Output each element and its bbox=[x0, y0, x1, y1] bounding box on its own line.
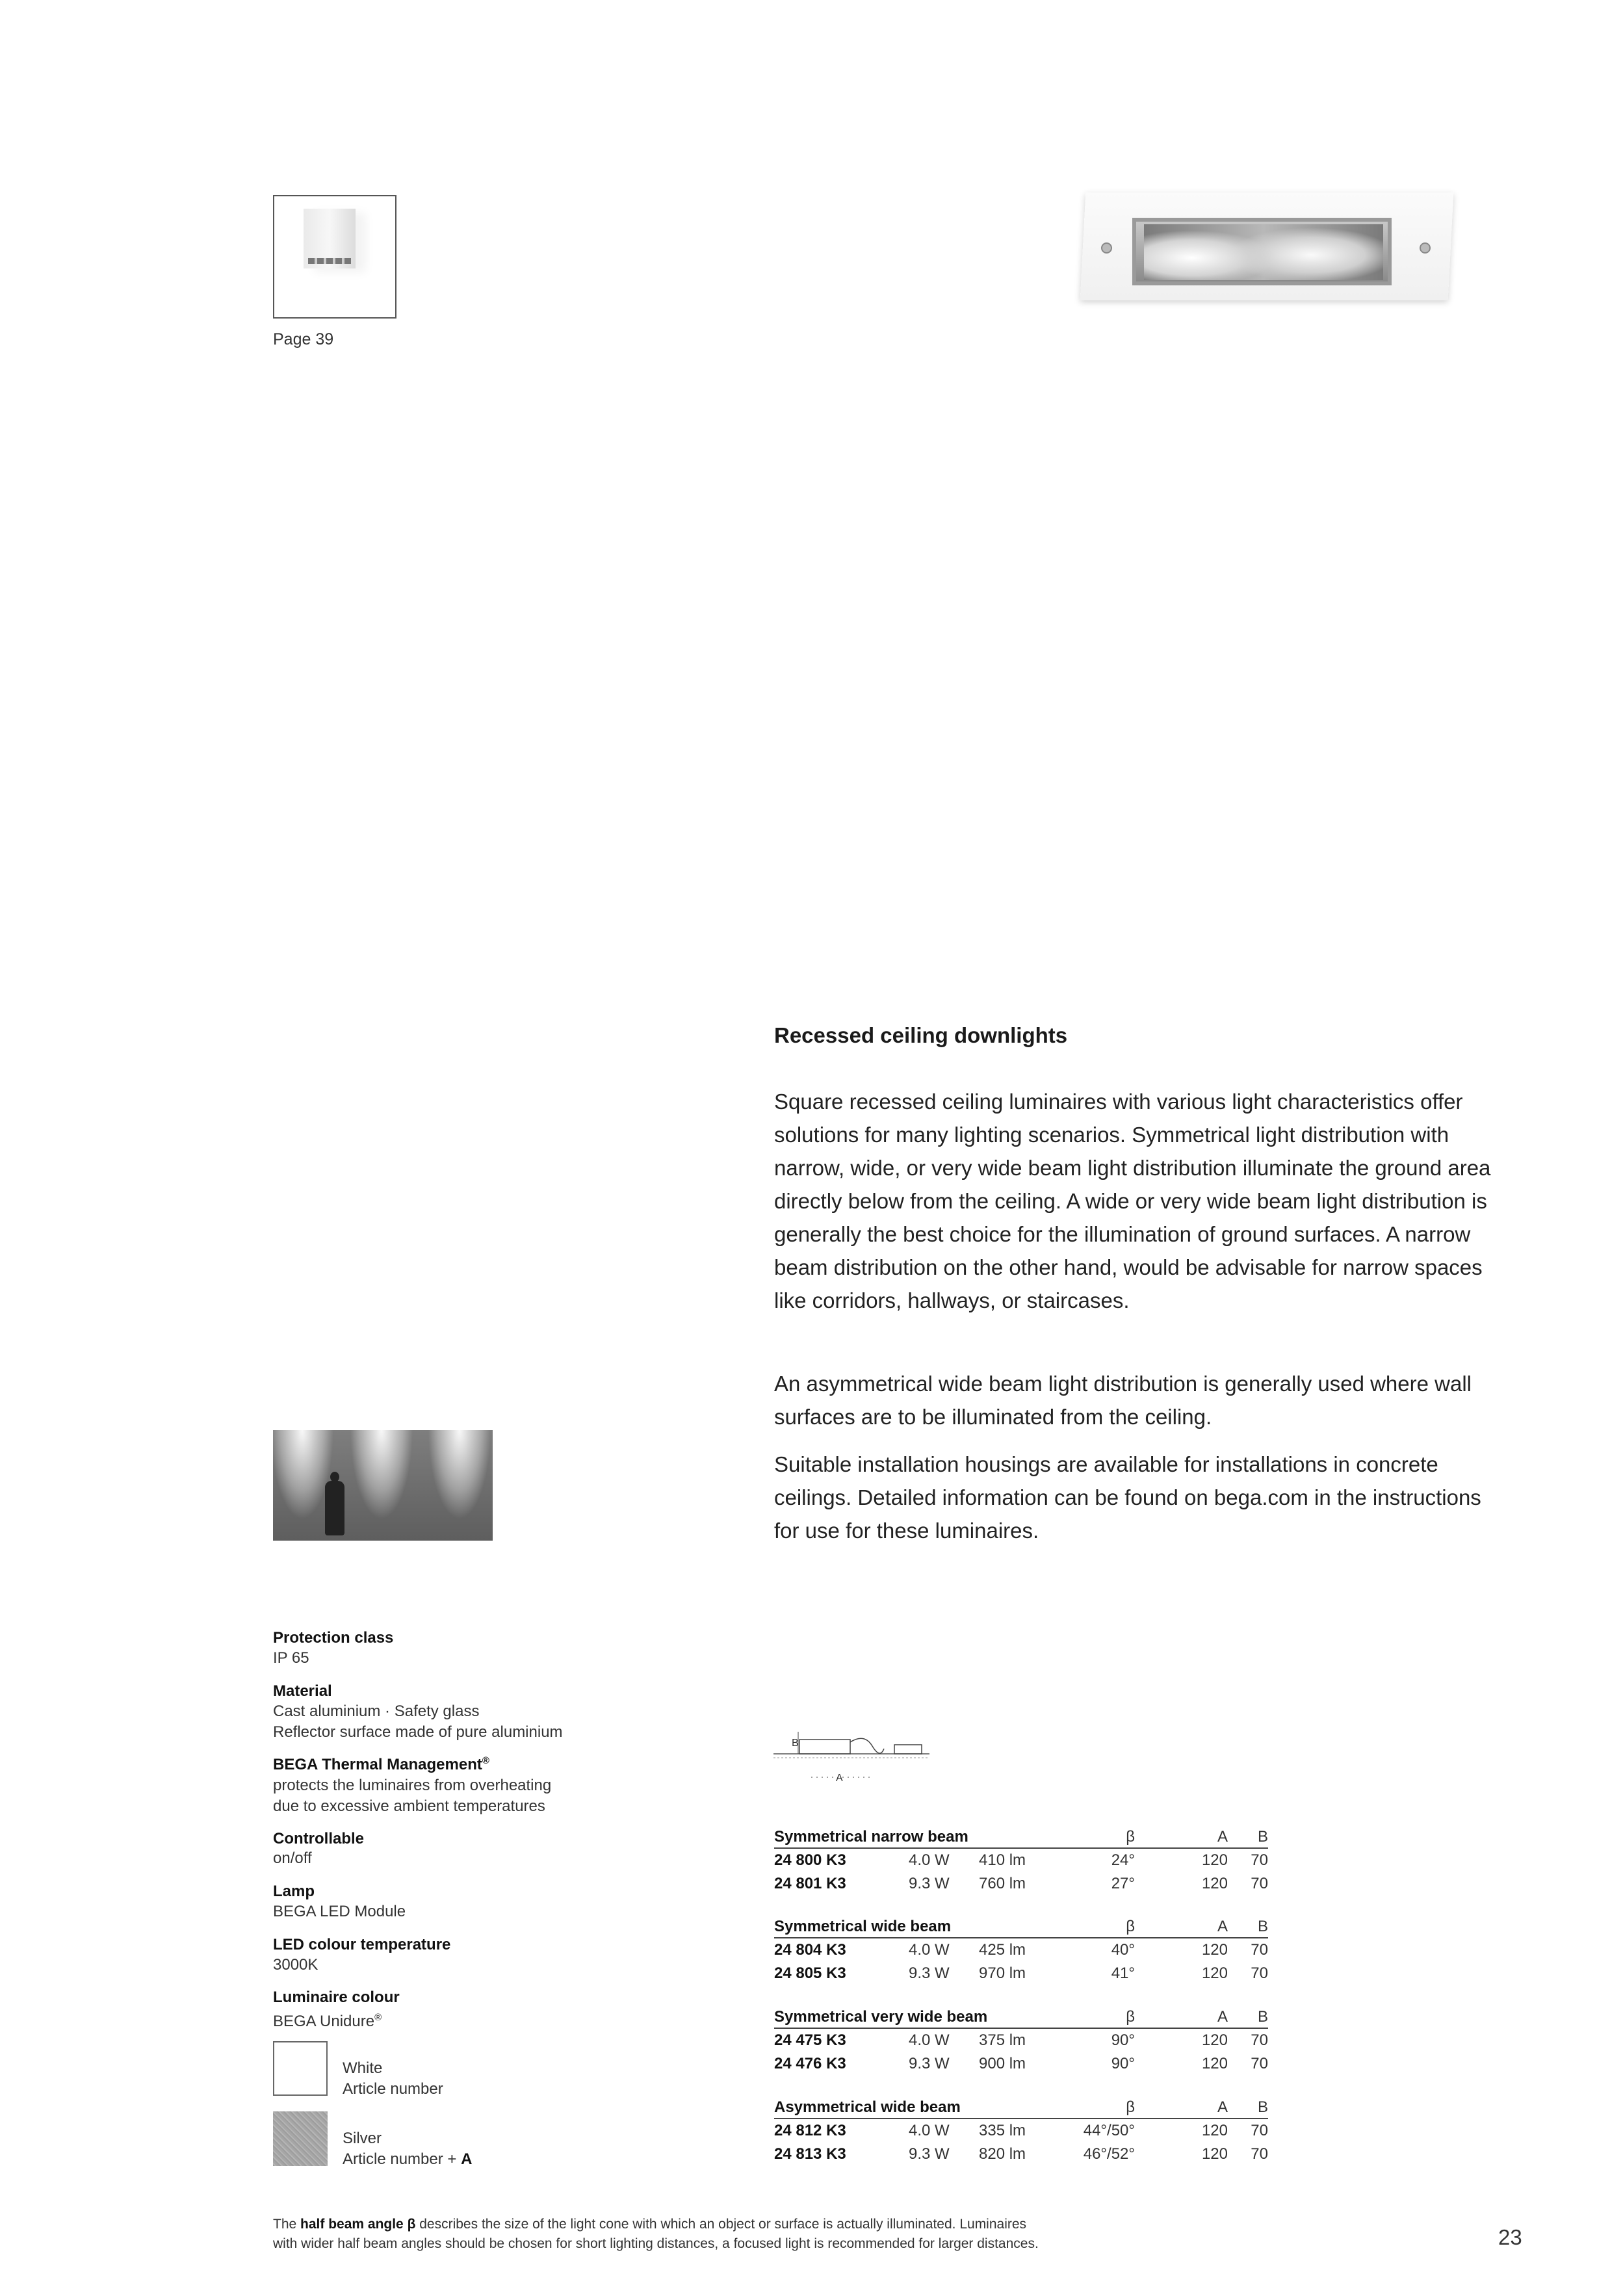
table-title: Symmetrical narrow beam bbox=[774, 1828, 968, 1846]
spec-material-label: Material bbox=[273, 1682, 332, 1700]
beam-angle: 24° bbox=[1111, 1851, 1135, 1869]
spec-thermal-line2: due to excessive ambient temperatures bbox=[273, 1797, 545, 1815]
thumbnail-light-slot bbox=[308, 258, 351, 264]
person-silhouette-body bbox=[325, 1481, 344, 1535]
dimension-a: 120 bbox=[1201, 2145, 1228, 2163]
table-row bbox=[774, 2119, 1268, 2143]
dimension-a: 120 bbox=[1201, 2031, 1228, 2049]
spec-material-line1: Cast aluminium · Safety glass bbox=[273, 1702, 480, 1720]
beam-angle: 44°/50° bbox=[1083, 2122, 1135, 2139]
footnote: The half beam angle β describes the size of the light cone with which an object or surface is actually illuminated. Luminaires with wider half beam angles should be chosen for short lighting distances, a focused light is recommended for larger distances. bbox=[273, 2217, 1039, 2251]
wattage: 4.0 W bbox=[909, 1851, 950, 1869]
dimension-b: 70 bbox=[1251, 1964, 1268, 1982]
lumen: 900 lm bbox=[979, 2055, 1026, 2072]
dimension-a: 120 bbox=[1201, 1875, 1228, 1892]
wattage: 4.0 W bbox=[909, 1941, 950, 1959]
colour-swatch-white[interactable] bbox=[273, 2041, 328, 2096]
article-number[interactable]: 24 475 K3 bbox=[774, 2031, 846, 2049]
lumen: 760 lm bbox=[979, 1875, 1026, 1892]
header-b: B bbox=[1257, 2098, 1268, 2116]
header-a: A bbox=[1217, 1918, 1228, 1935]
wattage: 9.3 W bbox=[909, 2145, 950, 2163]
wattage: 4.0 W bbox=[909, 2031, 950, 2049]
table-title: Symmetrical wide beam bbox=[774, 1918, 952, 1935]
table-row bbox=[774, 2029, 1268, 2052]
table-title: Symmetrical very wide beam bbox=[774, 2008, 988, 2026]
wattage: 4.0 W bbox=[909, 2122, 950, 2139]
intro-paragraph-3: Suitable installation housings are available for installations in concrete ceilings. Detailed information can be found on bega.com in the instructions for use for these luminaires. bbox=[774, 1452, 1481, 1543]
article-number[interactable]: 24 812 K3 bbox=[774, 2122, 846, 2139]
table-header bbox=[774, 2005, 1268, 2029]
section-heading: Recessed ceiling downlights bbox=[774, 1023, 1068, 1047]
dimension-a: 120 bbox=[1201, 2055, 1228, 2072]
dimension-b: 70 bbox=[1251, 2122, 1268, 2139]
colour-swatch-silver[interactable] bbox=[273, 2111, 328, 2166]
swatch-silver-name: Silver bbox=[343, 2130, 382, 2147]
header-a: A bbox=[1217, 1828, 1228, 1846]
dimension-b: 70 bbox=[1251, 1851, 1268, 1869]
dimension-a: 120 bbox=[1201, 1964, 1228, 1982]
intro-paragraph-2: An asymmetrical wide beam light distribution is generally used where wall surfaces are to be illuminated from the ceiling. bbox=[774, 1372, 1472, 1429]
article-table bbox=[774, 1915, 1268, 1985]
header-b: B bbox=[1257, 1918, 1268, 1935]
article-number[interactable]: 24 813 K3 bbox=[774, 2145, 846, 2163]
lumen: 335 lm bbox=[979, 2122, 1026, 2139]
table-row bbox=[774, 2052, 1268, 2076]
header-b: B bbox=[1257, 1828, 1268, 1846]
product-photo-reflector bbox=[1144, 224, 1383, 280]
dimension-diagram bbox=[773, 1720, 942, 1785]
beam-angle: 27° bbox=[1111, 1875, 1135, 1892]
lumen: 820 lm bbox=[979, 2145, 1026, 2163]
dimension-b: 70 bbox=[1251, 2055, 1268, 2072]
dimension-b: 70 bbox=[1251, 1941, 1268, 1959]
header-beta: β bbox=[1126, 2098, 1135, 2116]
dimension-a: 120 bbox=[1201, 2122, 1228, 2139]
spec-thermal-label: BEGA Thermal Management® bbox=[273, 1755, 489, 1773]
table-row bbox=[774, 2143, 1268, 2166]
swatch-white-note: Article number bbox=[343, 2080, 443, 2098]
beam-angle: 46°/52° bbox=[1083, 2145, 1135, 2163]
table-row bbox=[774, 1872, 1268, 1896]
header-a: A bbox=[1217, 2008, 1228, 2026]
intro-paragraph-1: Square recessed ceiling luminaires with various light characteristics offer solutions for many lighting scenarios. Symmetrical light distribution with narrow, wide, or very wide beam light distribution illuminate the ground area directly below from the ceiling. A wide or very wide beam light distribution is generally the best choice for the illumination of ground surfaces. A narrow beam distribution on the other hand, would be advisable for narrow spaces like corridors, hallways, or staircases. bbox=[774, 1089, 1491, 1312]
header-b: B bbox=[1257, 2008, 1268, 2026]
header-a: A bbox=[1217, 2098, 1228, 2116]
screw-icon bbox=[1420, 242, 1431, 254]
table-row bbox=[774, 1849, 1268, 1872]
article-number[interactable]: 24 804 K3 bbox=[774, 1941, 846, 1959]
lumen: 425 lm bbox=[979, 1941, 1026, 1959]
beam-angle: 90° bbox=[1111, 2055, 1135, 2072]
swatch-white-name: White bbox=[343, 2059, 383, 2077]
article-number[interactable]: 24 801 K3 bbox=[774, 1875, 846, 1892]
spec-controllable-value: on/off bbox=[273, 1849, 312, 1867]
spec-thermal-line1: protects the luminaires from overheating bbox=[273, 1777, 552, 1794]
dimension-b: 70 bbox=[1251, 1875, 1268, 1892]
wattage: 9.3 W bbox=[909, 1875, 950, 1892]
spec-lamp-value: BEGA LED Module bbox=[273, 1903, 406, 1920]
header-beta: β bbox=[1126, 1828, 1135, 1846]
wattage: 9.3 W bbox=[909, 1964, 950, 1982]
dimension-b: 70 bbox=[1251, 2145, 1268, 2163]
article-number[interactable]: 24 805 K3 bbox=[774, 1964, 846, 1982]
cable-outline bbox=[850, 1738, 884, 1753]
screw-icon bbox=[1101, 242, 1112, 254]
spec-controllable-label: Controllable bbox=[273, 1830, 365, 1847]
lumen: 970 lm bbox=[979, 1964, 1026, 1982]
spec-protection-class-label: Protection class bbox=[273, 1629, 394, 1647]
dimension-b-label: B bbox=[792, 1738, 799, 1749]
table-header bbox=[774, 2096, 1268, 2119]
spec-lamp-label: Lamp bbox=[273, 1883, 315, 1900]
beam-angle: 90° bbox=[1111, 2031, 1135, 2049]
header-beta: β bbox=[1126, 2008, 1135, 2026]
table-row bbox=[774, 1938, 1268, 1962]
light-cone bbox=[411, 1430, 493, 1541]
article-table bbox=[774, 1825, 1268, 1896]
swatch-silver-note: Article number + A bbox=[343, 2150, 473, 2168]
header-beta: β bbox=[1126, 1918, 1135, 1935]
beam-angle: 40° bbox=[1111, 1941, 1135, 1959]
page-number: 23 bbox=[1498, 2225, 1522, 2249]
spec-material-line2: Reflector surface made of pure aluminium bbox=[273, 1723, 563, 1741]
table-title: Asymmetrical wide beam bbox=[774, 2098, 961, 2116]
spec-led-colour-value: 3000K bbox=[273, 1956, 318, 1974]
driver-outline bbox=[894, 1745, 922, 1754]
spec-luminaire-colour-value: BEGA Unidure® bbox=[273, 2012, 382, 2030]
dimension-a: 120 bbox=[1201, 1941, 1228, 1959]
beam-angle: 41° bbox=[1111, 1964, 1135, 1982]
lumen: 375 lm bbox=[979, 2031, 1026, 2049]
article-table bbox=[774, 2096, 1268, 2166]
dimension-a: 120 bbox=[1201, 1851, 1228, 1869]
spec-led-colour-label: LED colour temperature bbox=[273, 1936, 451, 1953]
spec-luminaire-colour-label: Luminaire colour bbox=[273, 1989, 400, 2006]
article-table bbox=[774, 2005, 1268, 2076]
table-header bbox=[774, 1825, 1268, 1849]
dimension-b: 70 bbox=[1251, 2031, 1268, 2049]
spec-protection-class-value: IP 65 bbox=[273, 1649, 309, 1667]
article-number[interactable]: 24 800 K3 bbox=[774, 1851, 846, 1869]
table-row bbox=[774, 1962, 1268, 1985]
lumen: 410 lm bbox=[979, 1851, 1026, 1869]
table-header bbox=[774, 1915, 1268, 1938]
housing-outline bbox=[799, 1740, 850, 1754]
page-reference[interactable]: Page 39 bbox=[273, 330, 334, 348]
lighting-scene-illustration bbox=[273, 1430, 493, 1541]
dimension-a-label: A bbox=[836, 1773, 843, 1784]
article-number[interactable]: 24 476 K3 bbox=[774, 2055, 846, 2072]
wattage: 9.3 W bbox=[909, 2055, 950, 2072]
